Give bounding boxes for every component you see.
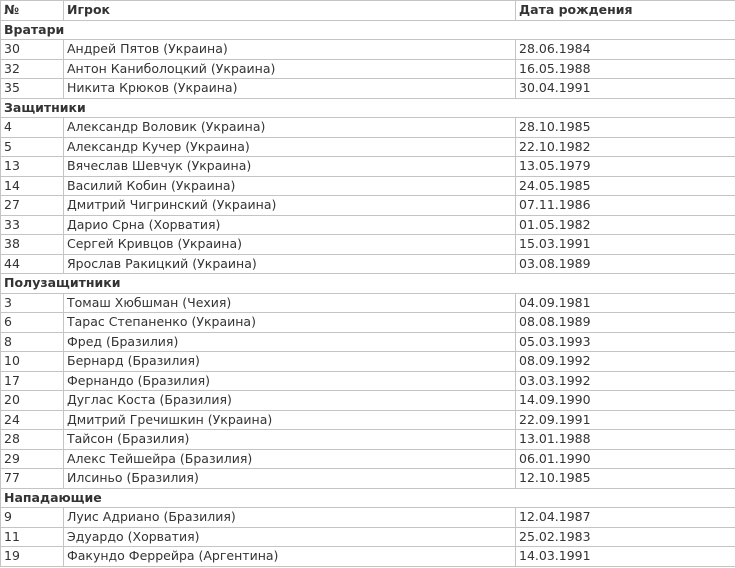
player-name: Антон Каниболоцкий (Украина) — [64, 59, 516, 79]
table-row — [1, 254, 735, 274]
player-number: 9 — [1, 508, 64, 528]
player-name: Тарас Степаненко (Украина) — [64, 313, 516, 333]
player-name: Василий Кобин (Украина) — [64, 176, 516, 196]
table-row — [1, 410, 735, 430]
player-birth-date: 28.06.1984 — [516, 40, 735, 60]
section-title: Полузащитники — [1, 274, 735, 294]
player-number: 3 — [1, 293, 64, 313]
section-row — [1, 274, 735, 294]
section-row — [1, 488, 735, 508]
player-number: 4 — [1, 118, 64, 138]
section-row — [1, 20, 735, 40]
player-name: Александр Кучер (Украина) — [64, 137, 516, 157]
table-row — [1, 527, 735, 547]
table-row — [1, 215, 735, 235]
player-name: Луис Адриано (Бразилия) — [64, 508, 516, 528]
player-name: Алекс Тейшейра (Бразилия) — [64, 449, 516, 469]
table-row — [1, 430, 735, 450]
section-title: Нападающие — [1, 488, 735, 508]
roster-body — [1, 20, 735, 566]
table-row — [1, 449, 735, 469]
player-name: Дуглас Коста (Бразилия) — [64, 391, 516, 411]
table-row — [1, 235, 735, 255]
player-number: 5 — [1, 137, 64, 157]
player-number: 38 — [1, 235, 64, 255]
player-name: Эдуардо (Хорватия) — [64, 527, 516, 547]
player-birth-date: 03.08.1989 — [516, 254, 735, 274]
player-name: Сергей Кривцов (Украина) — [64, 235, 516, 255]
player-birth-date: 07.11.1986 — [516, 196, 735, 216]
player-name: Илсиньо (Бразилия) — [64, 469, 516, 489]
player-number: 13 — [1, 157, 64, 177]
player-name: Александр Воловик (Украина) — [64, 118, 516, 138]
player-name: Вячеслав Шевчук (Украина) — [64, 157, 516, 177]
table-row — [1, 352, 735, 372]
player-name: Андрей Пятов (Украина) — [64, 40, 516, 60]
player-name: Фред (Бразилия) — [64, 332, 516, 352]
player-birth-date: 13.01.1988 — [516, 430, 735, 450]
player-birth-date: 06.01.1990 — [516, 449, 735, 469]
table-row — [1, 332, 735, 352]
table-row — [1, 157, 735, 177]
player-number: 17 — [1, 371, 64, 391]
player-birth-date: 14.09.1990 — [516, 391, 735, 411]
player-birth-date: 12.10.1985 — [516, 469, 735, 489]
player-name: Дмитрий Гречишкин (Украина) — [64, 410, 516, 430]
player-name: Ярослав Ракицкий (Украина) — [64, 254, 516, 274]
table-row — [1, 469, 735, 489]
player-birth-date: 22.10.1982 — [516, 137, 735, 157]
player-number: 28 — [1, 430, 64, 450]
table-row — [1, 547, 735, 567]
table-row — [1, 137, 735, 157]
player-birth-date: 08.08.1989 — [516, 313, 735, 333]
player-number: 11 — [1, 527, 64, 547]
header-row — [1, 1, 735, 21]
table-row — [1, 508, 735, 528]
player-name: Тайсон (Бразилия) — [64, 430, 516, 450]
header-player: Игрок — [64, 1, 516, 21]
player-birth-date: 08.09.1992 — [516, 352, 735, 372]
player-number: 8 — [1, 332, 64, 352]
player-birth-date: 04.09.1981 — [516, 293, 735, 313]
section-title: Защитники — [1, 98, 735, 118]
table-row — [1, 371, 735, 391]
player-name: Никита Крюков (Украина) — [64, 79, 516, 99]
player-number: 27 — [1, 196, 64, 216]
player-number: 32 — [1, 59, 64, 79]
player-birth-date: 24.05.1985 — [516, 176, 735, 196]
player-birth-date: 05.03.1993 — [516, 332, 735, 352]
header-birth-date: Дата рождения — [516, 1, 735, 21]
player-birth-date: 13.05.1979 — [516, 157, 735, 177]
table-row — [1, 79, 735, 99]
player-name: Дмитрий Чигринский (Украина) — [64, 196, 516, 216]
player-number: 14 — [1, 176, 64, 196]
player-birth-date: 30.04.1991 — [516, 79, 735, 99]
player-number: 29 — [1, 449, 64, 469]
table-row — [1, 40, 735, 60]
player-birth-date: 25.02.1983 — [516, 527, 735, 547]
player-birth-date: 03.03.1992 — [516, 371, 735, 391]
table-row — [1, 59, 735, 79]
player-birth-date: 22.09.1991 — [516, 410, 735, 430]
player-birth-date: 14.03.1991 — [516, 547, 735, 567]
player-number: 44 — [1, 254, 64, 274]
header-number: № — [1, 1, 64, 21]
table-row — [1, 391, 735, 411]
player-name: Томаш Хюбшман (Чехия) — [64, 293, 516, 313]
player-birth-date: 15.03.1991 — [516, 235, 735, 255]
player-number: 20 — [1, 391, 64, 411]
player-name: Факундо Феррейра (Аргентина) — [64, 547, 516, 567]
player-birth-date: 16.05.1988 — [516, 59, 735, 79]
section-row — [1, 98, 735, 118]
player-number: 10 — [1, 352, 64, 372]
player-number: 30 — [1, 40, 64, 60]
player-name: Фернандо (Бразилия) — [64, 371, 516, 391]
player-number: 35 — [1, 79, 64, 99]
player-name: Бернард (Бразилия) — [64, 352, 516, 372]
table-row — [1, 118, 735, 138]
player-number: 77 — [1, 469, 64, 489]
player-name: Дарио Срна (Хорватия) — [64, 215, 516, 235]
table-row — [1, 196, 735, 216]
player-number: 19 — [1, 547, 64, 567]
table-row — [1, 313, 735, 333]
player-birth-date: 12.04.1987 — [516, 508, 735, 528]
section-title: Вратари — [1, 20, 735, 40]
player-birth-date: 01.05.1982 — [516, 215, 735, 235]
player-birth-date: 28.10.1985 — [516, 118, 735, 138]
player-number: 6 — [1, 313, 64, 333]
table-row — [1, 293, 735, 313]
player-number: 33 — [1, 215, 64, 235]
table-row — [1, 176, 735, 196]
player-number: 24 — [1, 410, 64, 430]
